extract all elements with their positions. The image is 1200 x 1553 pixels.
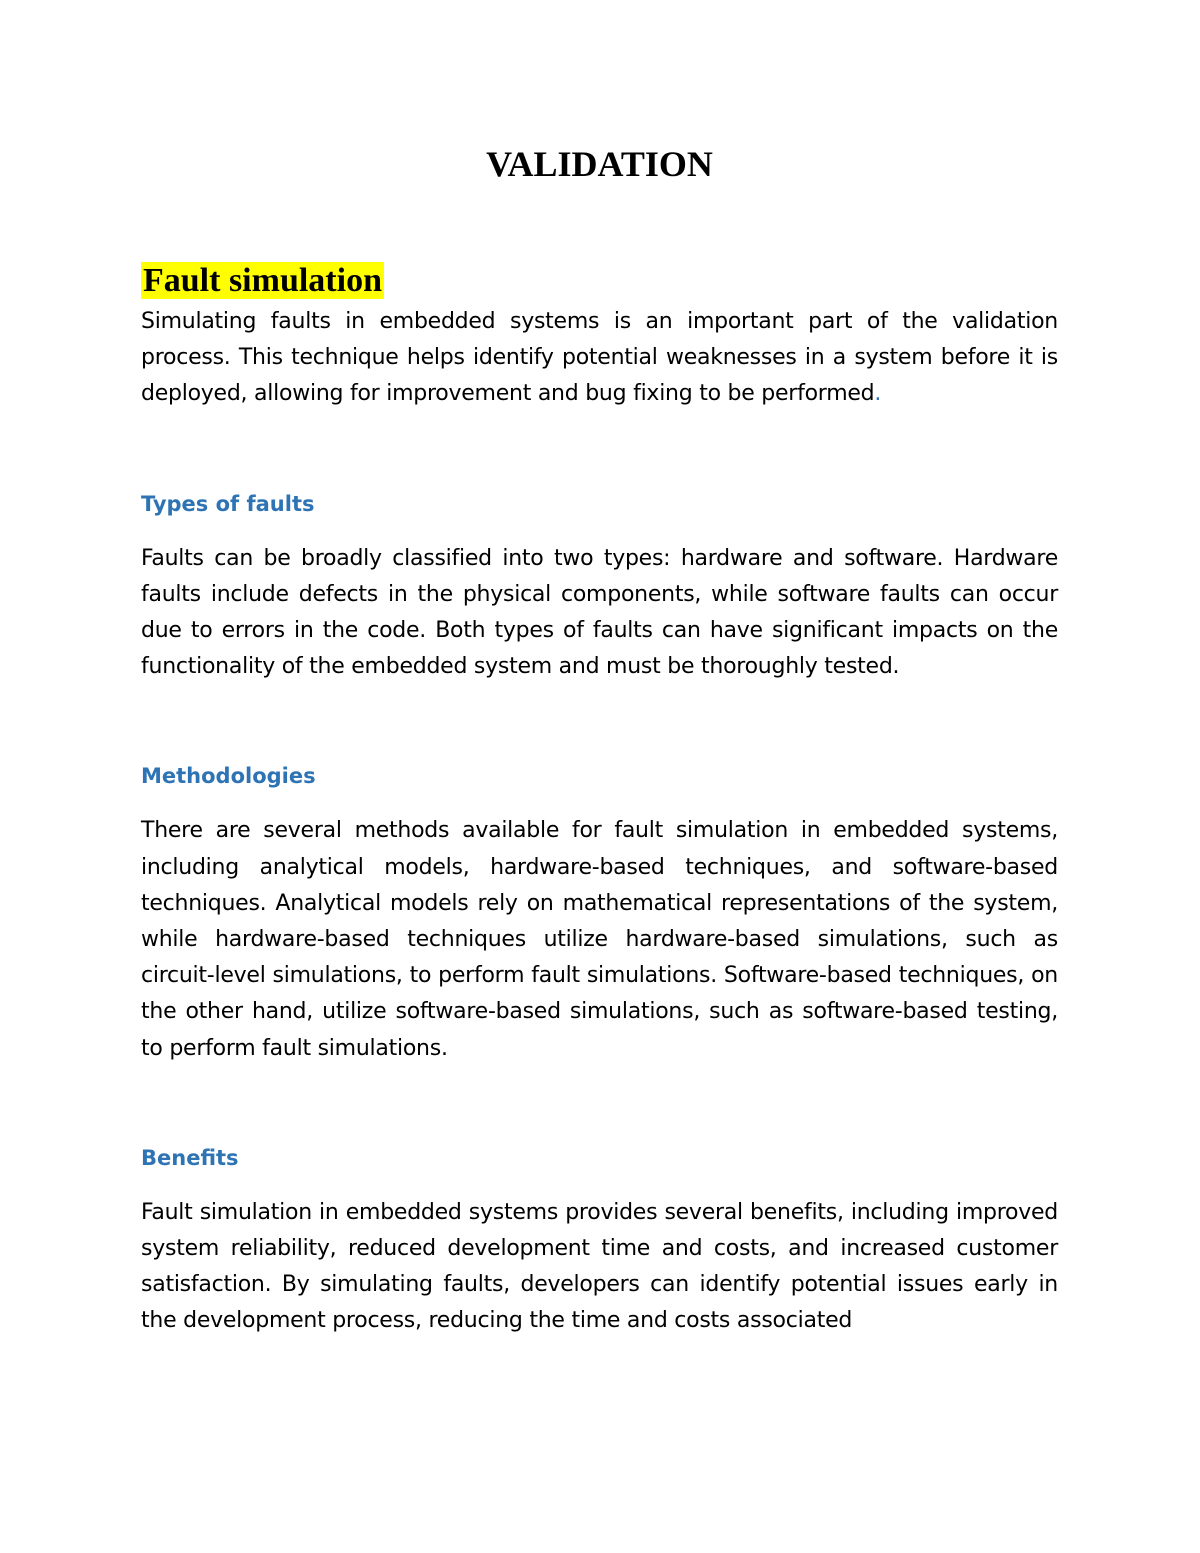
- subsection-paragraph: Faults can be broadly classified into two types: hardware and software. Hardware faults include defects in the physical components, while software faults can occur due to errors in the code. Both types of faults can have significant impacts on the functionality of the embedded system and must be thoroughly tested.: [141, 545, 1058, 680]
- page-title: VALIDATION: [486, 144, 713, 184]
- intro-paragraph: [141, 304, 1058, 413]
- subsection-heading: Methodologies: [141, 764, 316, 789]
- document-content: [141, 140, 1058, 1340]
- subsection-heading: Types of faults: [141, 491, 315, 516]
- subsection-heading: Benefits: [141, 1145, 239, 1170]
- intro-text: Simulating faults in embedded systems is an important part of the validation process. This technique helps identify potential weaknesses in a system before it is deployed, allowing for improvement and bug fixing to be performed: [141, 309, 1058, 407]
- section-heading: [141, 258, 1058, 304]
- subsection-paragraph: There are several methods available for fault simulation in embedded systems, including analytical models, hardware-based techniques, and software-based techniques. Analytical models rely on mathematical representations of the system, while hardware-based techniques utilize hardware-based simulations, such as circuit-level simulations, to perform fault simulations. Software-based techniques, on the other hand, utilize software-based simulations, such as software-based testing, to perform fault simulations.: [141, 818, 1058, 1061]
- highlighted-heading-text: Fault simulation: [143, 262, 382, 299]
- subsection-methodologies: [141, 761, 1058, 1066]
- intro-period: .: [874, 381, 882, 407]
- subsection-benefits: [141, 1143, 1058, 1340]
- subsection-paragraph: Fault simulation in embedded systems provides several benefits, including improved system reliability, reduced development time and costs, and increased customer satisfaction. By simulating faults, developers can identify potential issues early in the development process, reducing the time and costs associated: [141, 1199, 1058, 1334]
- subsection-types-of-faults: [141, 489, 1058, 686]
